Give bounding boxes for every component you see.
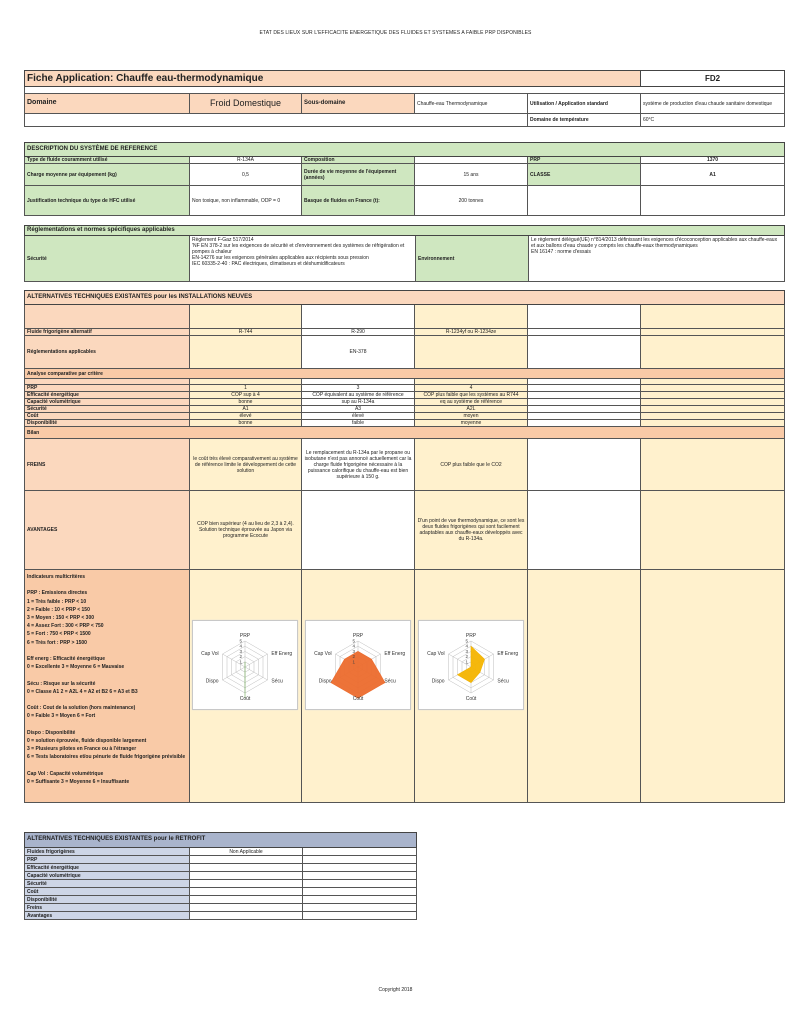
radar-spoke (223, 667, 246, 680)
radar-series-area (331, 648, 385, 698)
fluide-alternatif-2: R-290 (302, 329, 415, 336)
criterion-value: 4 (415, 385, 528, 392)
criterion-value: A2L (415, 406, 528, 413)
radar-svg (306, 621, 410, 709)
retrofit-row-label: PRP (25, 856, 190, 864)
radar-axis-label: Cap Vol (427, 651, 445, 657)
frein-alt-1: le coût très élevé comparativement au système de référence limite le développement de cette solution (190, 439, 302, 491)
legend-line: 0 = Excellente 3 = Moyenne 6 = Mauvaise (27, 664, 125, 671)
radar-tick-label: 4 (239, 643, 242, 649)
retrofit-row-value (190, 880, 303, 888)
radar-svg (419, 621, 523, 709)
frein-alt-3: COP plus faible que le CO2 (415, 439, 528, 491)
legend-line: 3 = Moyen : 150 < PRP < 300 (27, 615, 95, 622)
justification-value: Non toxique, non inflammable, ODP = 0 (190, 186, 302, 216)
legend-line: 1 = Très faible : PRP < 10 (27, 598, 87, 605)
fiche-title: Fiche Application: Chauffe eau-thermodynamique (25, 71, 641, 87)
basque-label: Basque de fluides en France (t): (302, 186, 415, 216)
criterion-prp: PRP (25, 385, 190, 392)
criterion-cout: Coût (25, 413, 190, 420)
avantage-alt-3: D'un point de vue thermodynamique, ce sont les deux fluides frigorigènes qui sont facilement adaptables aux chauffe-eaux développés avec du R-134a. (415, 491, 528, 570)
legend-line: 3 = Plusieurs pilotes en France ou à l'étranger (27, 746, 137, 753)
retrofit-row-label: Avantages (25, 912, 190, 920)
utilisation-value: système de production d'eau chaude sanitaire domestique (641, 94, 785, 114)
reference-section-title: DESCRIPTION DU SYSTÈME DE REFERENCE (25, 143, 785, 157)
securite-line: Règlement F-Gaz 517/2014 (192, 237, 254, 243)
legend-line (27, 696, 187, 704)
page-footer: Copyright 2018 (378, 987, 413, 993)
radar-axis-label: Eff Energ (384, 651, 406, 657)
radar-spoke (245, 654, 268, 667)
legend-line: 6 = Très fort : PRP > 1500 (27, 639, 87, 646)
reglementation-table (24, 225, 785, 282)
legend-line: 0 = Suffisante 3 = Moyenne 6 = Insuffisante (27, 779, 130, 786)
criterion-capacite: Capacité volumétrique (25, 399, 190, 406)
avantages-label: AVANTAGES (25, 491, 190, 570)
composition-label: Composition (302, 157, 415, 164)
retrofit-row-value: Non Applicable (190, 848, 303, 856)
environnement-line: EN 16147 : norme d'essais (531, 249, 591, 255)
radar-tick-label: 5 (239, 638, 242, 644)
radar-axis-label: Dispo (431, 678, 445, 685)
radar-axis-label: Sécu (384, 678, 396, 685)
legend-line: Sécu : Risque sur la sécurité (27, 680, 96, 687)
securite-line: IEC 60335-2-40 : PAC électriques, climatiseurs et déshumidificateurs (192, 261, 345, 267)
classe-value: A1 (641, 164, 785, 186)
radar-axis-label: PRP (352, 633, 364, 639)
legend-line: Indicateurs multicritères (27, 574, 86, 580)
radar-axis-label: Cap Vol (314, 651, 332, 657)
freins-label: FREINS (25, 439, 190, 491)
retrofit-row-label: Efficacité énergétique (25, 864, 190, 872)
title-block (24, 70, 785, 127)
radar-tick-label: 2 (352, 654, 355, 660)
retrofit-row-label: Freins (25, 904, 190, 912)
radar-tick-label: 3 (465, 648, 468, 654)
radar-axis-label: Coût (465, 696, 477, 702)
legend-line (27, 581, 187, 589)
securite-line: EN-14276 sur les exigences générales applicables aux récipients sous pression (192, 255, 369, 261)
radar-axis-label: Eff Energ (497, 651, 519, 657)
criterion-disponibilite: Disponibilité (25, 420, 190, 427)
radar-tick-label: 1 (352, 659, 355, 665)
retrofit-row-label: Capacité volumétrique (25, 872, 190, 880)
legend-line: 4 = Assez Fort : 300 < PRP < 750 (27, 623, 104, 630)
prp-value: 1370 (641, 157, 785, 164)
legend-line: Eff energ : Efficacité énergétique (27, 656, 106, 663)
radar-tick-label: 1 (465, 659, 468, 665)
domaine-label: Domaine (25, 94, 190, 114)
securite-line: 'NF EN 378-2 sur les exigences de sécurité et d'environnement des systèmes de réfrigération et pompes à chaleur (192, 243, 405, 255)
charge-label: Charge moyenne par équipement (kg) (25, 164, 190, 186)
criterion-securite: Sécurité (25, 406, 190, 413)
radar-spoke (245, 667, 268, 680)
radar-tick-label: 5 (352, 638, 355, 644)
alternatives-table (24, 290, 785, 803)
legend-line (27, 671, 187, 679)
legend-line: Coût : Cout de la solution (hors maintenance) (27, 705, 136, 712)
retrofit-row-label: Sécurité (25, 880, 190, 888)
retrofit-row-label: Disponibilité (25, 896, 190, 904)
criterion-value: COP sup à 4 (190, 392, 302, 399)
analyse-label: Analyse comparative par critère (25, 369, 785, 379)
alternatives-section-title: ALTERNATIVES TECHNIQUES EXISTANTES pour les INSTALLATIONS NEUVES (25, 291, 785, 305)
criterion-value: COP équivalent au système de référence (302, 392, 415, 399)
criterion-value: moyen (415, 413, 528, 420)
legend-line: 0 = Classe A1 2 = A2L 4 = A2 et B2 6 = A3 et B3 (27, 688, 138, 695)
retrofit-section-title: ALTERNATIVES TECHNIQUES EXISTANTES pour le RETROFIT (25, 833, 417, 848)
reference-table (24, 142, 785, 216)
radar-tick-label: 3 (352, 648, 355, 654)
criterion-value: A1 (190, 406, 302, 413)
temperature-value: 60°C (641, 114, 785, 127)
radar-axis-label: Dispo (318, 678, 332, 685)
temperature-label: Domaine de température (528, 114, 641, 127)
legend-line: 0 = solution éprouvée, fluide disponible largement (27, 738, 147, 745)
charge-value: 0,5 (190, 164, 302, 186)
retrofit-row-value (190, 904, 303, 912)
fluide-value: R-134A (190, 157, 302, 164)
securite-label: Sécurité (25, 236, 190, 282)
legend-line: Dispo : Disponibilité (27, 729, 76, 736)
criterion-efficacite: Efficacité énergétique (25, 392, 190, 399)
page-header: ETAT DES LIEUX SUR L'EFFICACITE ENERGETIQUE DES FLUIDES ET SYSTEMES A FAIBLE PRP DISPONIBLES (259, 30, 532, 36)
fluide-alternatif-1: R-744 (190, 329, 302, 336)
criterion-value: A3 (302, 406, 415, 413)
retrofit-row-value (190, 896, 303, 904)
justification-label: Justification technique du type de HFC utilisé (25, 186, 190, 216)
classe-label: CLASSE (528, 164, 641, 186)
reglementation-alt-3 (415, 336, 528, 369)
prp-label: PRP (528, 157, 641, 164)
duree-value: 15 ans (415, 164, 528, 186)
legend-line: 2 = Faible : 10 < PRP < 150 (27, 606, 90, 613)
legend-line (27, 721, 187, 729)
reglementations-applicables-label: Réglementations applicables (25, 336, 190, 369)
reglementation-section-title: Réglementations et normes spécifiques applicables (25, 226, 785, 236)
criterion-value: élevé (190, 413, 302, 420)
retrofit-row-value (190, 864, 303, 872)
radar-axis-label: PRP (239, 633, 251, 639)
legend-line: 5 = Fort : 750 < PRP < 1500 (27, 631, 91, 638)
radar-axis-label: Sécu (497, 678, 509, 685)
radar-chart-1 (192, 620, 298, 710)
radar-axis-label: Coût (352, 696, 364, 702)
retrofit-row-label: Coût (25, 888, 190, 896)
avantage-alt-1: COP bien supérieur (4 au lieu de 2,3 à 2,4). Solution technique éprouvée au Japon via programme Ecocute (190, 491, 302, 570)
radar-tick-label: 1 (239, 659, 242, 665)
environnement-content (529, 236, 785, 282)
fiche-code: FD2 (641, 71, 785, 87)
legend-line (27, 647, 187, 655)
radar-axis-label: Coût (239, 696, 251, 702)
criterion-value: bonne (190, 399, 302, 406)
criterion-value: élevé (302, 413, 415, 420)
legend-line: PRP : Emissions directes (27, 590, 88, 597)
legend-line: 0 = Faible 3 = Moyen 6 = Fort (27, 713, 96, 720)
criterion-value: faible (302, 420, 415, 427)
sous-domaine-label: Sous-domaine (302, 94, 415, 114)
criterion-value: 1 (190, 385, 302, 392)
duree-label: Durée de vie moyenne de l'équipement (années) (302, 164, 415, 186)
legend-line: 6 = Tests laboratoires et/ou pénurie de fluide frigorigène prévisible (27, 754, 186, 761)
fluide-alternatif-3: R-1234yf ou R-1234ze (415, 329, 528, 336)
retrofit-row-value (190, 888, 303, 896)
environnement-label: Environnement (416, 236, 529, 282)
sous-domaine-value: Chauffe-eau Thermodynamique (415, 94, 528, 114)
criterion-value: sup au R-134a (302, 399, 415, 406)
criterion-value: eq au système de référence (415, 399, 528, 406)
radar-axis-label: Eff Energ (271, 651, 293, 657)
retrofit-row-label: Fluides frigorigènes (25, 848, 190, 856)
radar-tick-label: 3 (239, 648, 242, 654)
bilan-label: Bilan (25, 427, 785, 439)
securite-content (190, 236, 416, 282)
reglementation-alt-1 (190, 336, 302, 369)
retrofit-row-value (190, 856, 303, 864)
radar-tick-label: 2 (239, 654, 242, 660)
radar-axis-label: Cap Vol (201, 651, 219, 657)
environnement-line: Le règlement délégué(UE) n°814/2013 définissant les exigences d'écoconception applicables aux chauffe-eaux et aux ballons d'eau chaude y compris les chauffe-eaux thermodynamiques (531, 237, 778, 249)
criterion-value: moyenne (415, 420, 528, 427)
utilisation-label: Utilisation / Application standard (528, 94, 641, 114)
radar-svg (193, 621, 297, 709)
indicateurs-legend (25, 570, 190, 803)
frein-alt-2: Le remplacement du R-134a par le propane ou isobutane n'est pas annoncé actuellement car la charge fluide frigorigène nécessaire à la puissance calorifique du chauffe-eau est bien supérieure à 150 g. (302, 439, 415, 491)
avantage-alt-2 (302, 491, 415, 570)
radar-chart-2 (305, 620, 411, 710)
retrofit-row-value (190, 872, 303, 880)
fluide-label: Type de fluide couramment utilisé (25, 157, 190, 164)
criterion-value: 3 (302, 385, 415, 392)
radar-tick-label: 2 (465, 654, 468, 660)
legend-line (27, 762, 187, 770)
retrofit-row-value (190, 912, 303, 920)
criterion-value: COP plus faible que les systèmes au R744 (415, 392, 528, 399)
fluide-alternatif-label: Fluide frigorigène alternatif (25, 329, 190, 336)
radar-chart-3 (418, 620, 524, 710)
radar-axis-label: PRP (465, 633, 477, 639)
domaine-value: Froid Domestique (190, 94, 302, 114)
radar-tick-label: 4 (465, 643, 468, 649)
legend-line: Cap Vol : Capacité volumétrique (27, 770, 104, 777)
radar-axis-label: Dispo (205, 678, 219, 685)
criterion-value: bonne (190, 420, 302, 427)
retrofit-table (24, 832, 417, 920)
radar-axis-label: Sécu (271, 678, 283, 685)
reglementation-alt-2: EN-378 (302, 336, 415, 369)
radar-tick-label: 4 (352, 643, 355, 649)
basque-value: 200 tonnes (415, 186, 528, 216)
radar-tick-label: 5 (465, 638, 468, 644)
